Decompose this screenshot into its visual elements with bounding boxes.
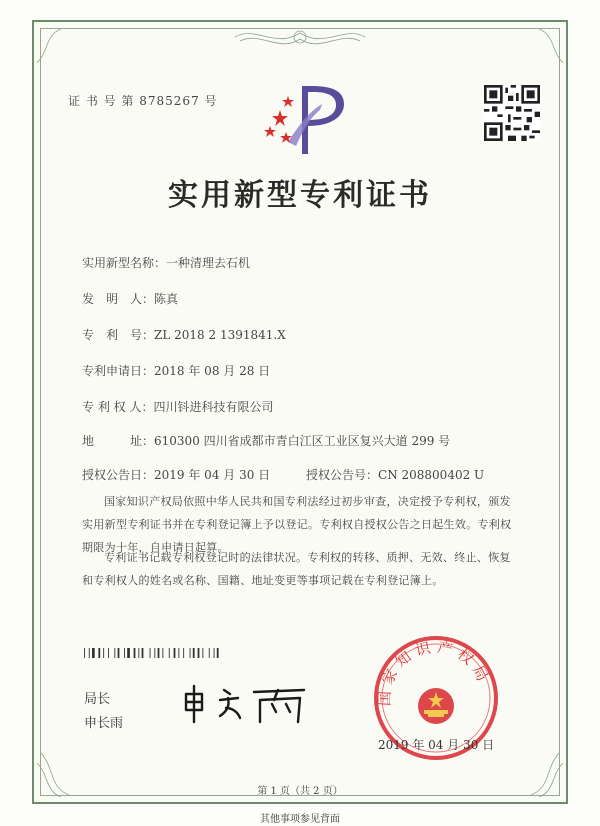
footer-note: 其他事项参见背面 — [260, 814, 340, 825]
field-inventor — [82, 290, 178, 307]
director-name: 申长雨 — [84, 716, 124, 731]
national-emblem — [418, 688, 454, 724]
certificate-title: 实用新型专利证书 — [168, 178, 432, 213]
field-label: 专 利 号： — [82, 328, 155, 342]
director-signature — [180, 684, 310, 724]
field-label: 专利申请日： — [82, 364, 155, 378]
field-application-date — [82, 362, 270, 379]
grant-date-value: 2019 年 04 月 30 日 — [154, 468, 271, 482]
field-address — [82, 432, 450, 449]
qr-code — [484, 85, 540, 141]
grant-date-label: 授权公告日： — [82, 468, 155, 482]
field-value: 610300 四川省成都市青白江区工业区复兴大道 299 号 — [154, 434, 451, 448]
grant-publication-number — [306, 466, 484, 483]
grant-statement-paragraph: 国家知识产权局依照中华人民共和国专利法经过初步审查，决定授予专利权，颁发实用新型专利证书并在专利登记簿上予以登记。专利权自授权公告之日起生效。专利权期限为十年，自申请日起算。 — [82, 495, 512, 554]
field-value: 四川钭进科技有限公司 — [153, 400, 274, 414]
grant-number-value: CN 208800402 U — [378, 468, 485, 482]
grant-number-label: 授权公告号： — [306, 468, 379, 482]
field-label: 地 址： — [82, 434, 155, 448]
field-value: 一种清理去石机 — [166, 256, 251, 270]
page-number: 第 1 页（共 2 页） — [257, 786, 343, 797]
director-title: 局长 — [84, 692, 111, 707]
grant-date — [82, 466, 270, 483]
legal-status-paragraph: 专利证书记载专利权登记时的法律状况。专利权的转移、质押、无效、终止、恢复和专利权人的姓名或名称、国籍、地址变更等事项记载在专利登记簿上。 — [82, 551, 511, 587]
patent-office-logo — [262, 80, 352, 160]
field-value: 陈真 — [154, 292, 179, 306]
seal-date: 2019 年 04 月 30 日 — [378, 738, 495, 752]
barcode — [84, 648, 266, 658]
certificate-number: 证 书 号 第 8785267 号 — [68, 94, 218, 108]
field-patent-number — [82, 326, 286, 343]
field-label: 发 明 人： — [82, 292, 155, 306]
field-label: 实用新型名称： — [82, 256, 167, 270]
field-label: 专 利 权 人： — [82, 400, 154, 414]
seal-text: 国家知识产权局 — [375, 637, 494, 707]
field-value: ZL 2018 2 1391841.X — [154, 328, 286, 342]
field-patentee — [82, 398, 273, 415]
field-utility-model-name — [82, 254, 250, 271]
logo-stars — [264, 96, 294, 143]
field-value: 2018 年 08 月 28 日 — [154, 364, 271, 378]
